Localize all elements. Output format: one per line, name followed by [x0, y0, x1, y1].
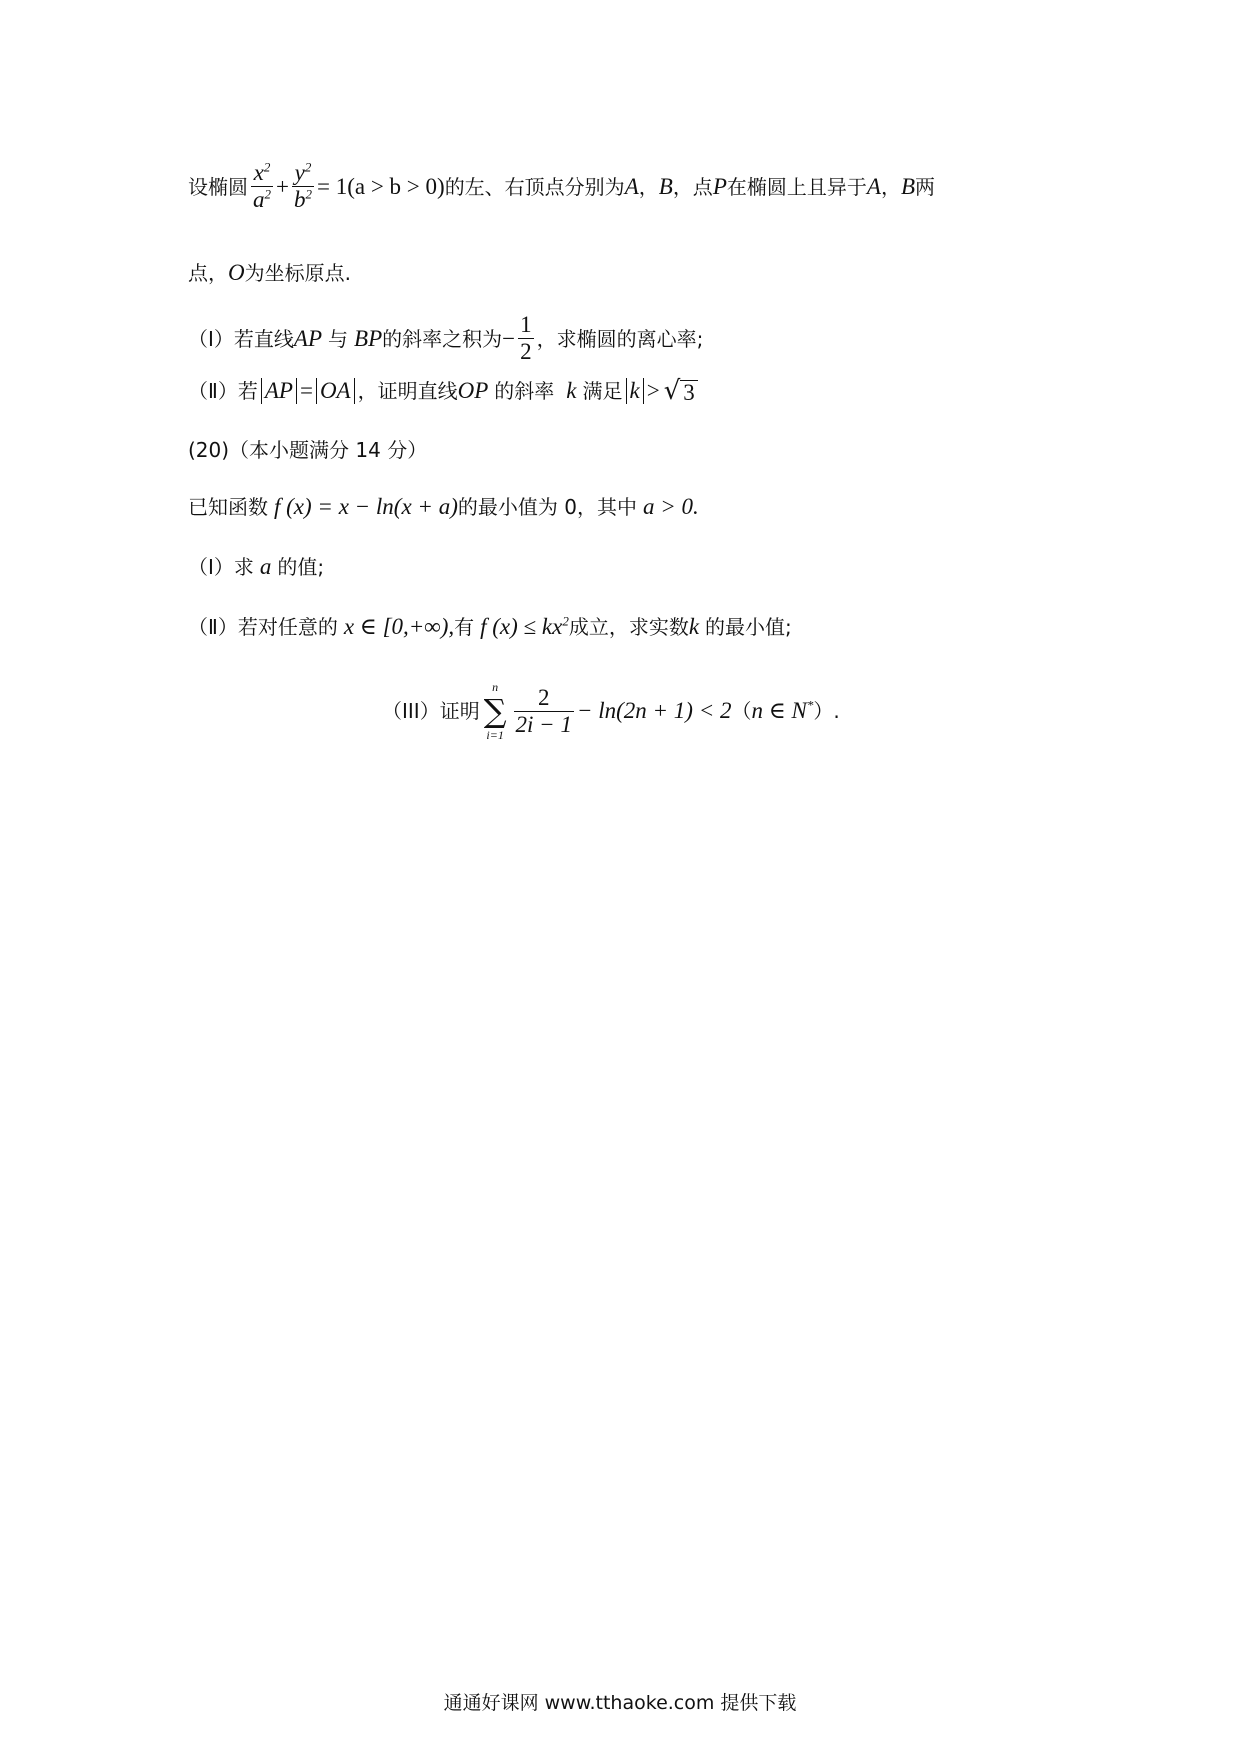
p19-intro-text-3: ，点 [672, 174, 713, 199]
abs-k: k [626, 378, 644, 404]
p19-intro-text-5: 两 [915, 174, 935, 199]
part-1-suffix: 的值; [277, 555, 325, 579]
p19-line-2 [188, 258, 351, 288]
domain-x: x ∈ [0,+∞), [343, 614, 455, 639]
p19-line-1 [188, 160, 935, 213]
comma: ， [880, 174, 901, 199]
p19-part-1 [188, 312, 703, 365]
p20-part-2 [188, 612, 792, 642]
part-2-suffix: 的最小值; [705, 615, 792, 639]
var-a: a [259, 554, 272, 579]
part-3-prefix: （III）证明 [382, 699, 480, 723]
part-2-text: ，证明直线 [357, 379, 458, 403]
equals-sign: = [299, 378, 313, 403]
point-A: A [866, 173, 881, 199]
close-paren: ）. [813, 699, 840, 723]
point-O: O [228, 260, 245, 285]
p19-line2-text-1: 点， [188, 261, 228, 285]
line-OP: OP [457, 378, 489, 403]
line-AP: AP [293, 325, 323, 351]
y-var: y [294, 160, 305, 185]
var-k: k [688, 614, 700, 639]
p20-part-1 [188, 552, 324, 582]
point-P: P [712, 173, 727, 199]
p19-line2-text-2: 为坐标原点. [244, 261, 351, 285]
part-2-text-3: 满足 [582, 379, 623, 403]
n-condition: n ∈ N* [751, 697, 814, 723]
a-var: a [253, 187, 265, 212]
plus-sign: + [276, 173, 289, 199]
part-1-text: 的斜率之积为 [382, 326, 503, 351]
greater-than: > [646, 378, 660, 403]
p20-part-3 [382, 680, 840, 742]
sqrt-3: √ 3 [664, 377, 698, 405]
ellipse-x-fraction: $\frac{x^2}{a^2}$ [253, 159, 271, 212]
point-B: B [900, 173, 915, 199]
slope-k: k [566, 378, 577, 403]
footer-watermark: 通通好课网 www.tthaoke.com 提供下载 [443, 1692, 797, 1714]
summation: n ∑ i=1 [483, 680, 507, 742]
b-var: b [293, 187, 306, 212]
p20-intro-text-1: 已知函数 [188, 495, 268, 519]
p19-intro-text-1: 设椭圆 [188, 174, 248, 199]
line-BP: BP [354, 325, 383, 351]
ellipse-rhs: = 1(a > b > 0) [316, 173, 445, 199]
p19-intro-text-4: 在椭圆上且异于 [726, 174, 867, 199]
p20-header [188, 435, 427, 465]
condition-a: a > 0. [642, 494, 699, 519]
part-1-prefix: （Ⅰ）求 [188, 555, 254, 579]
sum-term-fraction: $\frac{2}{2i - 1}$ [515, 684, 572, 737]
open-paren: （ [731, 699, 752, 723]
ellipse-y-fraction: $\frac{y^2}{b^2}$ [293, 159, 312, 212]
part-2-prefix: （Ⅱ）若对任意的 [188, 615, 338, 639]
part-1-suffix: ，求椭圆的离心率; [536, 326, 704, 351]
log-inequality: − ln(2n + 1) < 2 [576, 698, 732, 723]
problem-20-title: (20)（本小题满分 14 分） [188, 438, 428, 462]
x-var: x [253, 160, 264, 185]
and-text: 与 [328, 326, 349, 351]
abs-OA: OA [316, 378, 355, 404]
p20-intro [188, 492, 699, 522]
p20-intro-text-2: 的最小值为 0，其中 [457, 495, 637, 519]
minus-sign: − [502, 325, 516, 351]
part-2-text-2: 的斜率 [494, 379, 555, 403]
comma: ， [638, 174, 659, 199]
function-definition: f (x) = x − ln(x + a) [274, 494, 458, 519]
point-A: A [624, 173, 639, 199]
part-2-prefix: （Ⅱ）若 [188, 379, 258, 403]
part-1-prefix: （Ⅰ）若直线 [188, 326, 294, 351]
part-2-text: 成立，求实数 [568, 615, 689, 639]
inequality: f $(x) \le kx^2$ [480, 613, 569, 639]
p19-intro-text-2: 的左、右顶点分别为 [444, 174, 625, 199]
abs-AP: AP [261, 378, 297, 404]
one-half-fraction: $\frac{1}{2}$ [520, 312, 532, 364]
p19-part-2 [188, 376, 698, 406]
you-text: 有 [454, 615, 475, 639]
point-B: B [658, 173, 673, 199]
